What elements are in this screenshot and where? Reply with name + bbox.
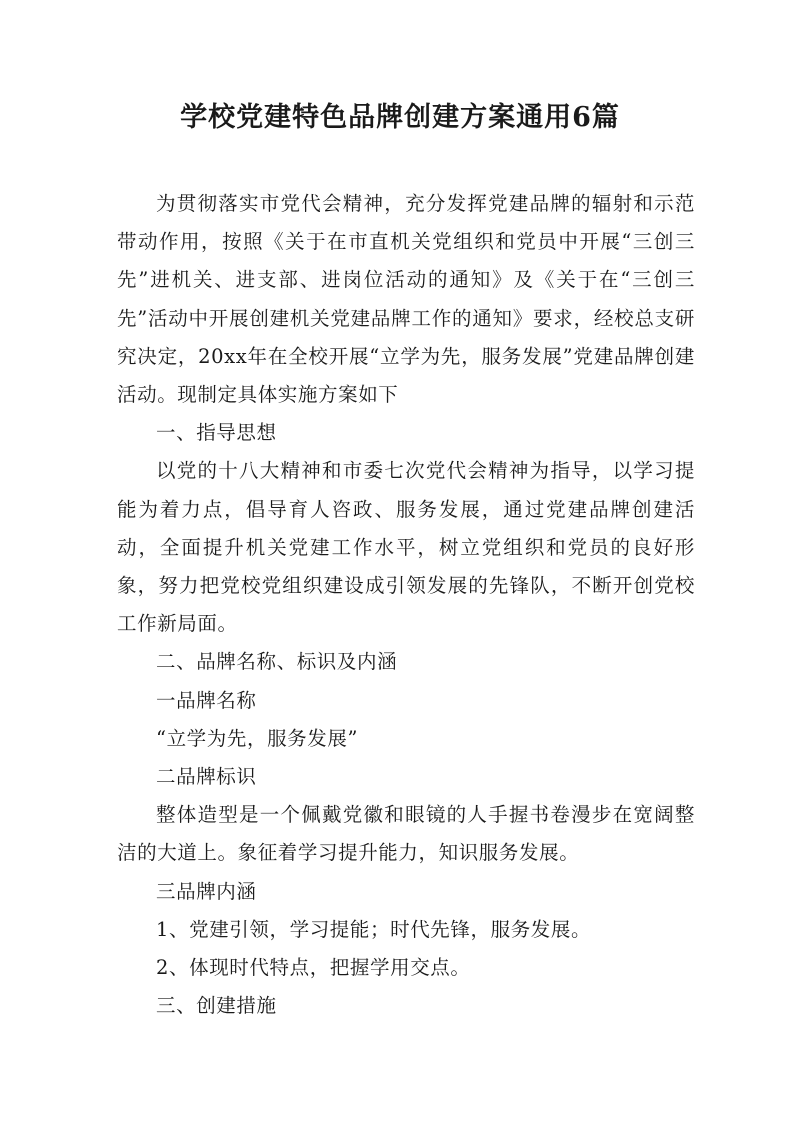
brand-name: “立学为先，服务发展” <box>156 726 359 750</box>
brand-meaning-heading: 三品牌内涵 <box>156 879 257 903</box>
brand-name-heading: 一品牌名称 <box>156 688 257 712</box>
intro-paragraph: 为贯彻落实市党代会精神，充分发挥党建品牌的辐射和示范带动作用，按照《关于在市直机关党组织和党员中开展“三创三先”进机关、进支部、进岗位活动的通知》及《关于在“三创三先”活动中开展创建机关党建品牌工作的通知》要求，经校总支研究决定，20xx年在全校开展“立学为先，服务发展”党建品牌创建活动。现制定具体实施方案如下 <box>117 192 695 407</box>
document-title: 学校党建特色品牌创建方案通用6篇 <box>180 102 620 133</box>
brand-meaning-item-1: 1、党建引领，学习提能；时代先锋，服务发展。 <box>156 917 592 941</box>
brand-meaning-item-2: 2、体现时代特点，把握学用交点。 <box>156 956 471 980</box>
brand-logo-paragraph: 整体造型是一个佩戴党徽和眼镜的人手握书卷漫步在宽阔整洁的大道上。象征着学习提升能力，知识服务发展。 <box>117 803 695 865</box>
document-body <box>117 185 695 1025</box>
section-1-paragraph: 以党的十八大精神和市委七次党代会精神为指导，以学习提能为着力点，倡导育人咨政、服务发展，通过党建品牌创建活动，全面提升机关党建工作水平，树立党组织和党员的良好形象，努力把党校党组织建设成引领发展的先锋队，不断开创党校工作新局面。 <box>117 459 695 636</box>
section-3-heading: 三、创建措施 <box>156 994 277 1018</box>
section-1-heading: 一、指导思想 <box>156 421 277 445</box>
brand-logo-heading: 二品牌标识 <box>156 765 257 789</box>
section-2-heading: 二、品牌名称、标识及内涵 <box>156 650 398 674</box>
